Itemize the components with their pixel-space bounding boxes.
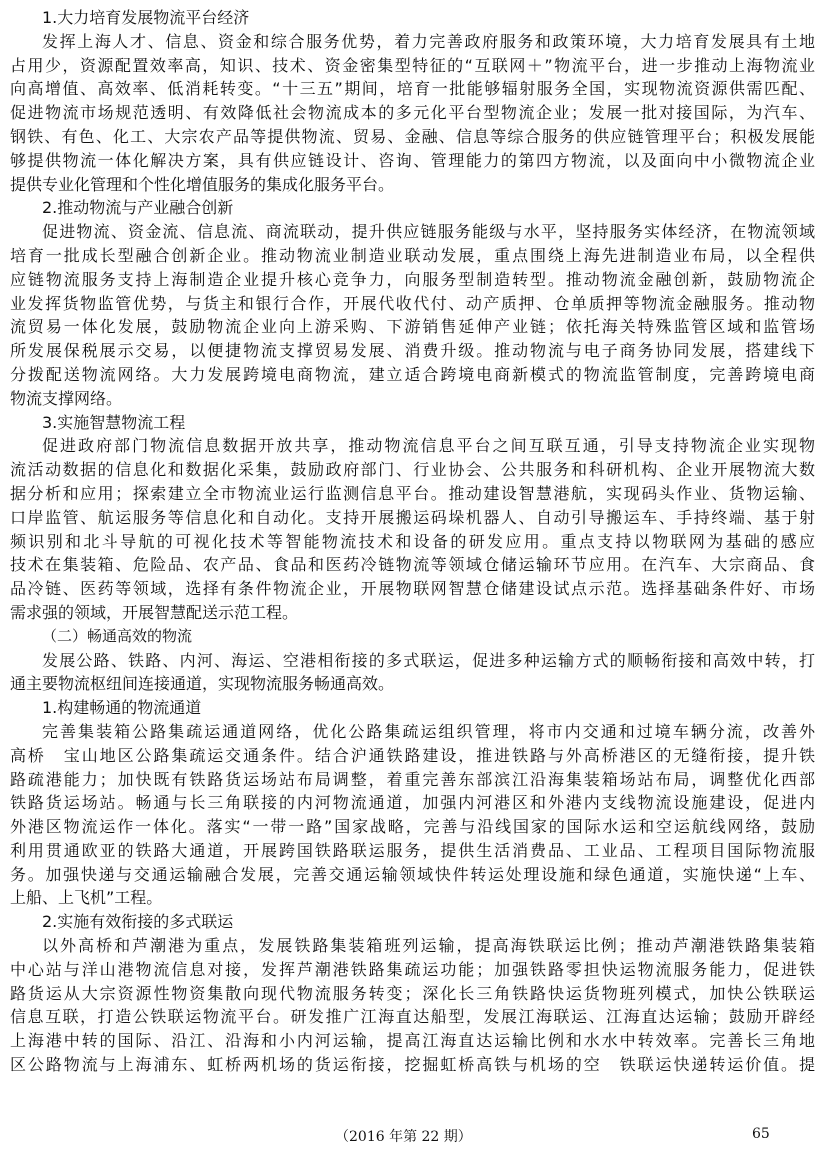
page-number: 65 (752, 1126, 770, 1142)
paragraph (10, 934, 815, 1077)
text-line: 占用少，资源配置效率高，知识、技术、资金密集型特征的“互联网＋”物流平台，进一步推动上海物流业 (10, 55, 815, 75)
heading-text: （二）畅通高效的物流 (42, 626, 193, 645)
section-heading (10, 196, 815, 220)
section-heading (10, 625, 815, 649)
text-line: 需求强的领域，开展智慧配送示范工程。 (10, 602, 299, 622)
paragraph (10, 434, 815, 624)
text-line: 口岸监管、航运服务等信息化和自动化。支持开展搬运码垛机器人、自动引导搬运车、手持终端、基于射 (10, 507, 815, 527)
heading-text: 3.实施智慧物流工程 (42, 412, 186, 432)
text-line: 促进物流、资金流、信息流、商流联动，提升供应链服务能级与水平，坚持服务实体经济，在物流领域 (42, 222, 815, 242)
text-line: 业发挥货物监管优势，与货主和银行合作，开展代收代付、动产质押、仓单质押等物流金融服务。推动物 (10, 293, 815, 313)
text-line: 应链物流服务支持上海制造企业提升核心竞争力，向服务型制造转型。推动物流金融创新，鼓励物流企 (10, 269, 815, 289)
document-body (10, 6, 815, 1077)
text-line: 频识别和北斗导航的可视化技术等智能物流技术和设备的研发应用。重点支持以物联网为基础的感应 (10, 531, 815, 551)
text-line: 区公路物流与上海浦东、虹桥两机场的货运衔接，挖掘虹桥高铁与机场的空 铁联运快递转运价值。提 (10, 1055, 815, 1075)
text-line: 培育一批成长型融合创新企业。推动物流业制造业联动发展，重点围绕上海先进制造业布局，以全程供 (10, 245, 815, 265)
text-line: 物流支撑网络。 (10, 388, 123, 408)
text-line: 促进物流市场规范透明、有效降低社会物流成本的多元化平台型物流企业；发展一批对接国际，为汽车、 (10, 103, 815, 123)
text-line: 据分析和应用；探索建立全市物流业运行监测信息平台。推动建设智慧港航，实现码头作业、货物运输、 (10, 483, 815, 503)
paragraph (10, 220, 815, 410)
text-line: 够提供物流一体化解决方案，具有供应链设计、咨询、管理能力的第四方物流，以及面向中小微物流企业 (10, 150, 815, 170)
section-heading (10, 6, 815, 30)
paragraph (10, 649, 815, 697)
heading-text: 2.实施有效衔接的多式联运 (42, 912, 234, 932)
text-line: 路货运从大宗资源性物资集散向现代物流服务转变；深化长三角铁路快运货物班列模式，加快公铁联运 (10, 983, 815, 1003)
text-line: 通主要物流枢纽间连接通道，实现物流服务畅通高效。 (10, 674, 395, 694)
text-line: 所发展保税展示交易，以便捷物流支撑贸易发展、消费升级。推动物流与电子商务协同发展，搭建线下 (10, 341, 815, 361)
paragraph (10, 30, 815, 197)
text-line: 中心站与洋山港物流信息对接，发挥芦潮港铁路集疏运功能；加强铁路零担快运物流服务能力，促进铁 (10, 959, 815, 979)
heading-text: 1.构建畅通的物流通道 (42, 698, 202, 718)
heading-text: 2.推动物流与产业融合创新 (42, 198, 234, 218)
page-footer (0, 1126, 827, 1148)
text-line: 发展公路、铁路、内河、海运、空港相衔接的多式联运，促进多种运输方式的顺畅衔接和高效中转，打 (42, 650, 815, 670)
text-line: 分拨配送物流网络。大力发展跨境电商物流，建立适合跨境电商新模式的物流监管制度，完善跨境电商 (10, 364, 815, 384)
text-line: 向高增值、高效率、低消耗转变。“十三五”期间，培育一批能够辐射服务全国，实现物流资源供需匹配、 (10, 79, 815, 99)
section-heading (10, 411, 815, 435)
text-line: 以外高桥和芦潮港为重点，发展铁路集装箱班列运输，提高海铁联运比例；推动芦潮港铁路集装箱 (42, 936, 815, 956)
text-line: 完善集装箱公路集疏运通道网络，优化公路集疏运组织管理，将市内交通和过境车辆分流，改善外 (42, 721, 815, 741)
text-line: 提供专业化管理和个性化增值服务的集成化服务平台。 (10, 174, 395, 194)
text-line: 上船、上飞机”工程。 (10, 888, 163, 908)
text-line: 促进政府部门物流信息数据开放共享，推动物流信息平台之间互联互通，引导支持物流企业实现物 (42, 436, 815, 456)
text-line: 流贸易一体化发展，鼓励物流企业向上游采购、下游销售延伸产业链；依托海关特殊监管区域和监管场 (10, 317, 815, 337)
paragraph (10, 720, 815, 910)
text-line: 铁路货运场站。畅通与长三角联接的内河物流通道，加强内河港区和外港内支线物流设施建设，促进内 (10, 793, 815, 813)
text-line: 外港区物流运作一体化。落实“一带一路”国家战略，完善与沿线国家的国际水运和空运航线网络，鼓励 (10, 817, 815, 837)
text-line: 技术在集装箱、危险品、农产品、食品和医药冷链物流等领域仓储运输环节应用。在汽车、大宗商品、食 (10, 555, 815, 575)
text-line: 上海港中转的国际、沿江、沿海和小内河运输，提高江海直达运输比例和水水中转效率。完善长三角地 (10, 1031, 815, 1051)
text-line: 利用贯通欧亚的铁路大通道，开展跨国铁路联运服务，提供生活消费品、工业品、工程项目国际物流服 (10, 840, 815, 860)
text-line: 路疏港能力；加快既有铁路货运场站布局调整，着重完善东部滨江沿海集装箱场站布局，调整优化西部 (10, 769, 815, 789)
section-heading (10, 696, 815, 720)
text-line: 流活动数据的信息化和数据化采集，鼓励政府部门、行业协会、公共服务和科研机构、企业开展物流大数 (10, 460, 815, 480)
text-line: 发挥上海人才、信息、资金和综合服务优势，着力完善政府服务和政策环境，大力培育发展具有土地 (42, 31, 815, 51)
heading-text: 1.大力培育发展物流平台经济 (42, 8, 250, 27)
text-line: 高桥 宝山地区公路集疏运交通条件。结合沪通铁路建设，推进铁路与外高桥港区的无缝衔接，提升铁 (10, 745, 815, 765)
section-heading (10, 910, 815, 934)
text-line: 信息互联，打造公铁联运物流平台。研发推广江海直达船型，发展江海联运、江海直达运输；鼓励开辟经 (10, 1007, 815, 1027)
text-line: 品冷链、医药等领域，选择有条件物流企业，开展物联网智慧仓储建设试点示范。选择基础条件好、市场 (10, 579, 815, 599)
issue-label: （2016 年第 22 期） (335, 1129, 472, 1145)
text-line: 钢铁、有色、化工、大宗农产品等提供物流、贸易、金融、信息等综合服务的供应链管理平台；积极发展能 (10, 126, 815, 146)
text-line: 务。加强快递与交通运输融合发展，完善交通运输领域快件转运处理设施和绿色通道，实施快递“上车、 (10, 864, 815, 884)
